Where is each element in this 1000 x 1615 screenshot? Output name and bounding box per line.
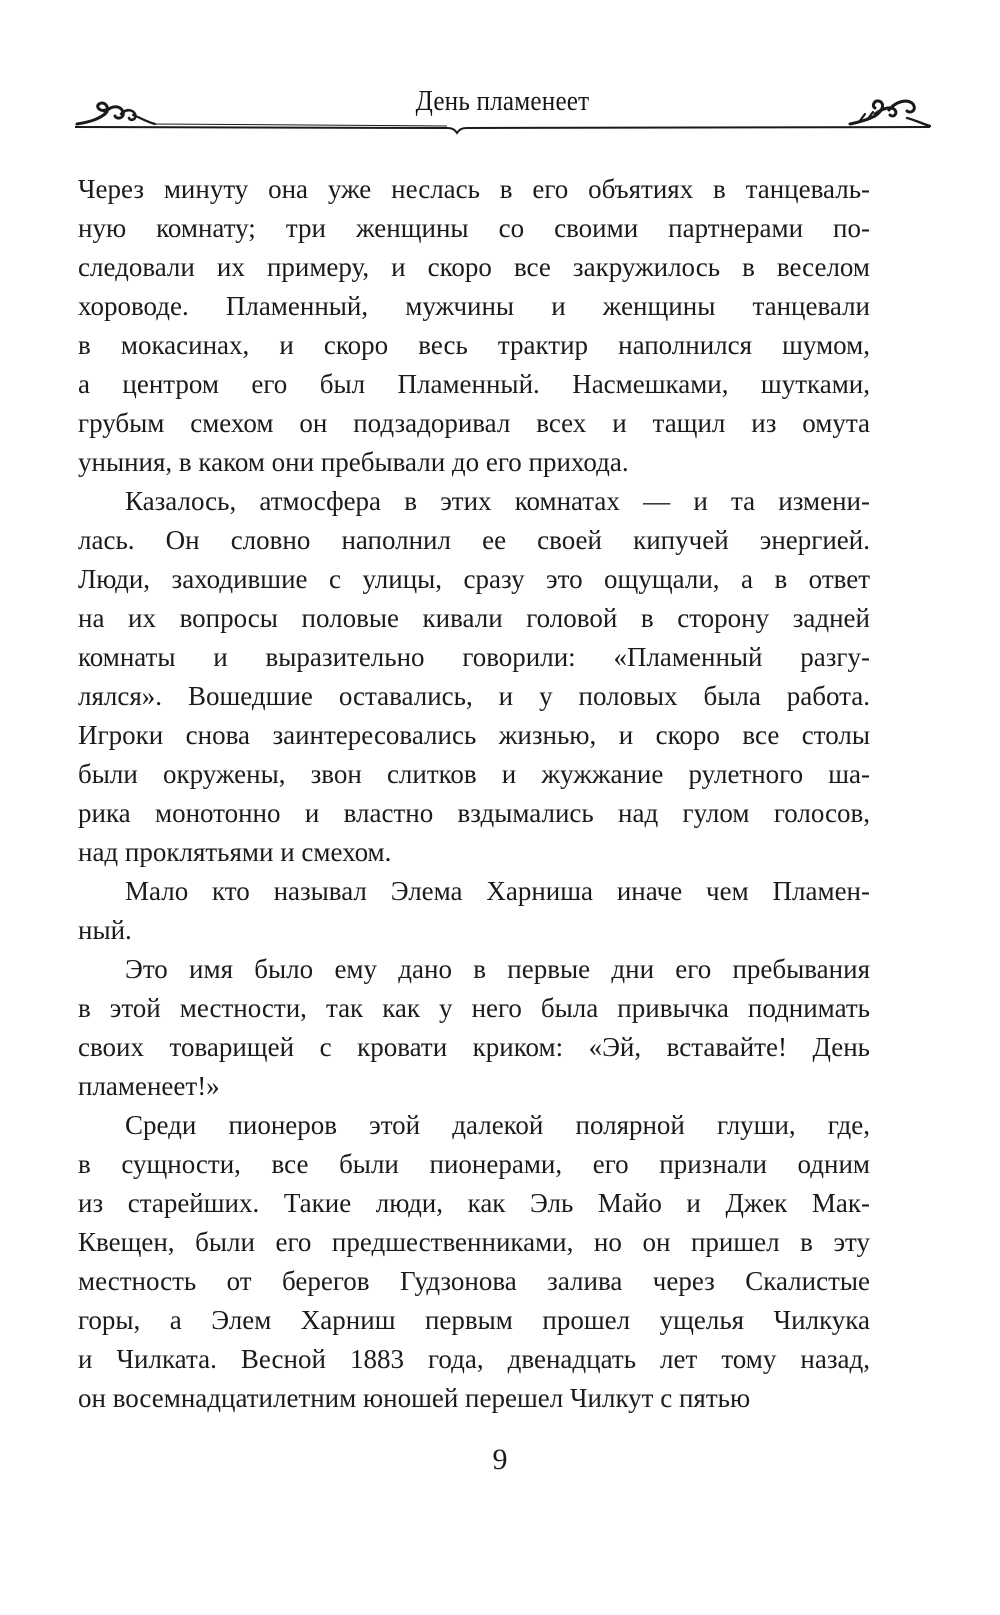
text-line: он восемнадцатилетним юношей перешел Чилкут с пятью bbox=[78, 1383, 751, 1413]
paragraph bbox=[78, 950, 870, 1106]
text-line: Мало кто называл Элема Харниша иначе чем Пламен- bbox=[125, 876, 870, 906]
body-text bbox=[78, 170, 870, 1418]
text-line: и Чилката. Весной 1883 года, двенадцать лет тому назад, bbox=[78, 1344, 870, 1374]
text-line: на их вопросы половые кивали головой в сторону задней bbox=[78, 603, 870, 633]
text-line: комнаты и выразительно говорили: «Пламенный разгу- bbox=[78, 642, 870, 672]
text-line: в мокасинах, и скоро весь трактир наполнился шумом, bbox=[78, 330, 870, 360]
text-line: лялся». Вошедшие оставались, и у половых была работа. bbox=[78, 681, 870, 711]
text-line: Люди, заходившие с улицы, сразу это ощущали, а в ответ bbox=[78, 564, 870, 594]
text-line: Казалось, атмосфера в этих комнатах — и та измени- bbox=[125, 486, 870, 516]
page-number: 9 bbox=[492, 1443, 508, 1476]
text-line: из старейших. Такие люди, как Эль Майо и Джек Мак- bbox=[78, 1188, 870, 1218]
text-line: уныния, в каком они пребывали до его прихода. bbox=[78, 447, 629, 477]
text-line: Это имя было ему дано в первые дни его пребывания bbox=[125, 954, 870, 984]
text-line: ную комнату; три женщины со своими партнерами по- bbox=[78, 213, 870, 243]
text-line: ный. bbox=[78, 915, 132, 945]
text-line: горы, а Элем Харниш первым прошел ущелья Чилкука bbox=[78, 1305, 870, 1335]
text-line: пламенеет!» bbox=[78, 1071, 220, 1101]
text-line: местность от берегов Гудзонова залива через Скалистые bbox=[78, 1266, 870, 1296]
text-line: Игроки снова заинтересовались жизнью, и скоро все столы bbox=[78, 720, 870, 750]
text-line: были окружены, звон слитков и жужжание рулетного ша- bbox=[78, 759, 870, 789]
text-line: над проклятьями и смехом. bbox=[78, 837, 392, 867]
paragraph bbox=[78, 872, 870, 950]
text-line: хороводе. Пламенный, мужчины и женщины танцевали bbox=[78, 291, 870, 321]
running-head-title: День пламенеет bbox=[415, 86, 590, 117]
text-line: в сущности, все были пионерами, его признали одним bbox=[78, 1149, 870, 1179]
text-line: рика монотонно и властно вздымались над гулом голосов, bbox=[78, 798, 870, 828]
text-line: Квещен, были его предшественниками, но он пришел в эту bbox=[78, 1227, 870, 1257]
text-line: своих товарищей с кровати криком: «Эй, вставайте! День bbox=[78, 1032, 870, 1062]
text-line: лась. Он словно наполнил ее своей кипучей энергией. bbox=[78, 525, 870, 555]
text-line: Через минуту она уже неслась в его объятиях в танцеваль- bbox=[78, 174, 870, 204]
paragraph bbox=[78, 170, 870, 482]
text-line: грубым смехом он подзадоривал всех и тащил из омута bbox=[78, 408, 870, 438]
text-line: следовали их примеру, и скоро все закружилось в веселом bbox=[78, 252, 870, 282]
text-line: а центром его был Пламенный. Насмешками, шутками, bbox=[78, 369, 870, 399]
paragraph bbox=[78, 482, 870, 872]
paragraph bbox=[78, 1106, 870, 1418]
text-line: Среди пионеров этой далекой полярной глуши, где, bbox=[125, 1110, 870, 1140]
running-head bbox=[75, 84, 930, 146]
text-line: в этой местности, так как у него была привычка поднимать bbox=[78, 993, 870, 1023]
